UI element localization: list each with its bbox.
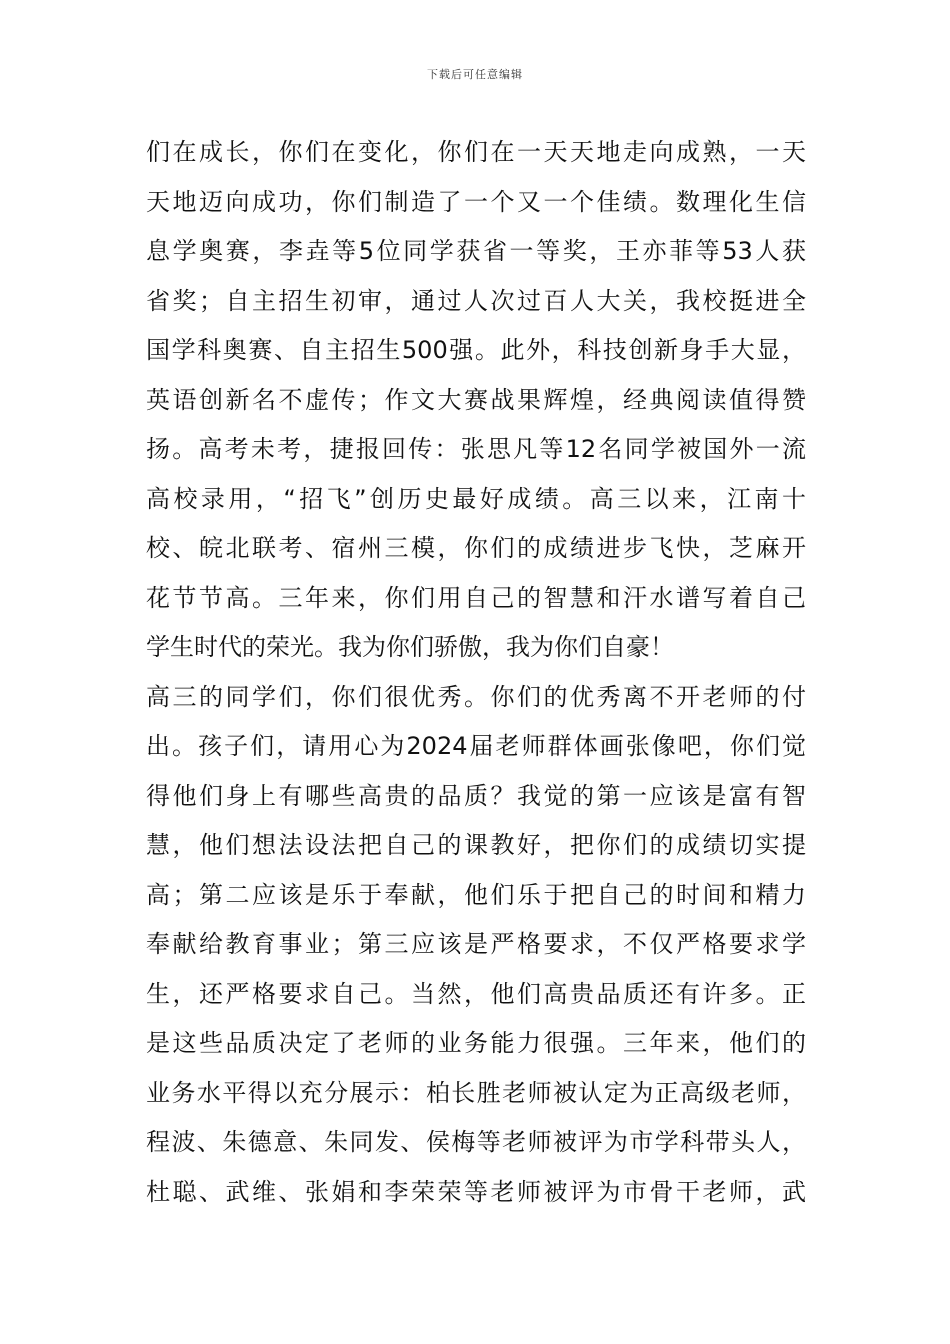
text-line: 花节节高。三年来，你们用自己的智慧和汗水谱写着自己 [146,583,806,612]
text-line: 息学奥赛，李垚等5位同学获省一等奖，王亦菲等53人获 [146,237,806,265]
text-line: 是这些品质决定了老师的业务能力很强。三年来，他们的 [146,1029,806,1057]
text-line: 高三的同学们，你们很优秀。你们的优秀离不开老师的付 [146,682,806,711]
page-header-note: 下载后可任意编辑 [427,68,523,81]
text-line: 业务水平得以充分展示：柏长胜老师被认定为正高级老师， [146,1078,806,1107]
text-line: 生，还严格要求自己。当然，他们高贵品质还有许多。正 [146,979,806,1008]
text-line: 慧，他们想法设法把自己的课教好，把你们的成绩切实提 [146,831,806,859]
text-line: 英语创新名不虚传；作文大赛战果辉煌，经典阅读值得赞 [146,385,806,414]
text-line: 省奖；自主招生初审，通过人次过百人大关，我校挺进全 [146,286,806,315]
document-body [146,128,806,1217]
text-line: 奉献给教育事业；第三应该是严格要求，不仅严格要求学 [146,930,806,958]
text-line: 出。孩子们，请用心为2024届老师群体画张像吧，你们觉 [146,732,806,760]
text-line: 扬。高考未考，捷报回传：张思凡等12名同学被国外一流 [146,435,806,463]
text-line: 程波、朱德意、朱同发、侯梅等老师被评为市学科带头人， [146,1128,806,1156]
text-line: 天地迈向成功，你们制造了一个又一个佳绩。数理化生信 [146,187,806,216]
text-line: 高校录用，“招飞”创历史最好成绩。高三以来，江南十 [146,484,806,513]
text-line: 校、皖北联考、宿州三模，你们的成绩进步飞快，芝麻开 [146,534,806,562]
text-line: 学生时代的荣光。我为你们骄傲，我为你们自豪！ [146,633,674,661]
text-line: 们在成长，你们在变化，你们在一天天地走向成熟，一天 [146,138,806,166]
text-line: 国学科奥赛、自主招生500强。此外，科技创新身手大显， [146,336,806,364]
text-line: 杜聪、武维、张娟和李荣荣等老师被评为市骨干老师，武 [146,1177,806,1206]
text-line: 高；第二应该是乐于奉献，他们乐于把自己的时间和精力 [146,880,806,909]
text-line: 得他们身上有哪些高贵的品质？我觉的第一应该是富有智 [146,781,806,810]
